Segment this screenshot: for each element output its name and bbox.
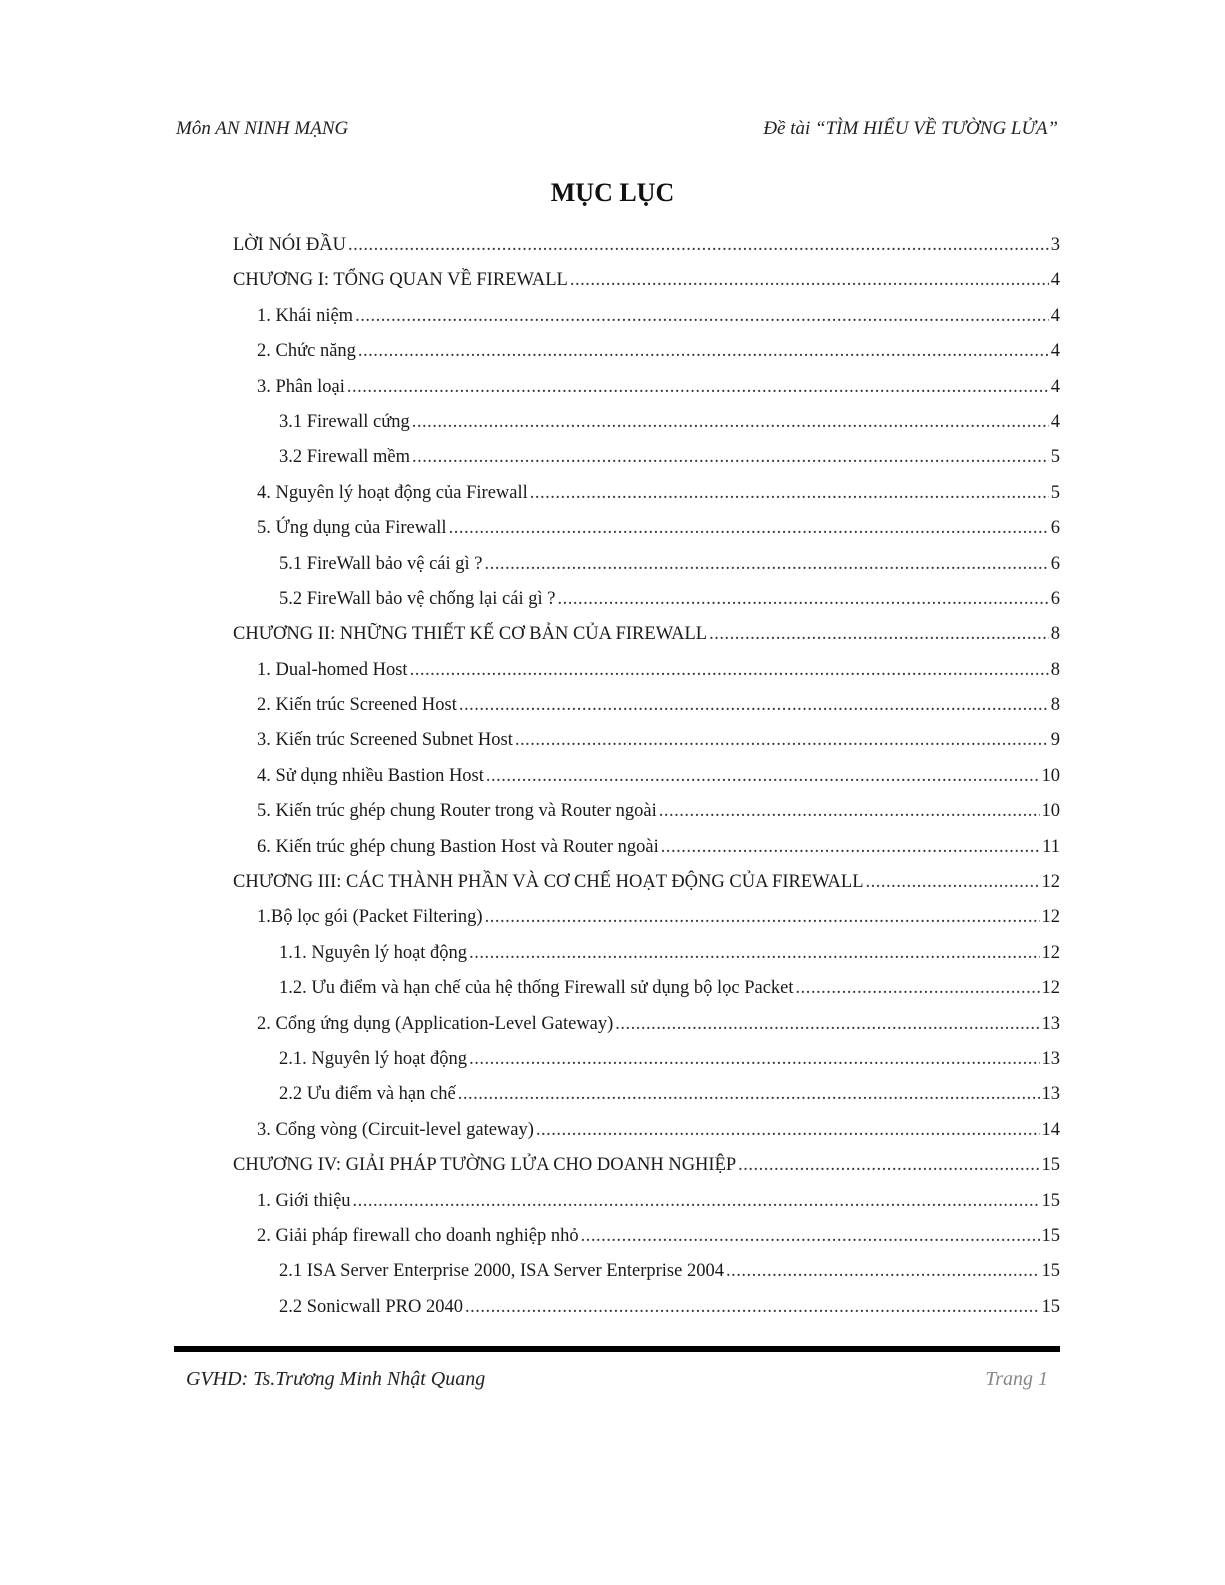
toc-entry-label: 3.1 Firewall cứng (279, 411, 410, 432)
toc-entry-page: 12 (1041, 907, 1060, 928)
toc-entry-label: 2. Chức năng (257, 341, 356, 362)
toc-leader-dots (358, 334, 1049, 369)
page-title: MỤC LỤC (550, 178, 675, 207)
toc-entry-page: 12 (1041, 942, 1060, 963)
toc-entry[interactable] (233, 759, 1060, 794)
toc-entry-page: 11 (1042, 836, 1060, 857)
toc-entry-label: 5. Ứng dụng của Firewall (257, 518, 447, 539)
toc-entry-page: 13 (1041, 1084, 1060, 1105)
toc-entry-label: CHƯƠNG II: NHỮNG THIẾT KẾ CƠ BẢN CỦA FIREWALL (233, 624, 708, 645)
toc-entry[interactable] (233, 1184, 1060, 1219)
toc-entry-page: 4 (1050, 270, 1060, 291)
toc-entry-page: 6 (1050, 553, 1060, 574)
toc-entry-page: 15 (1041, 1225, 1060, 1246)
toc-leader-dots (796, 971, 1040, 1006)
toc-entry-page: 15 (1041, 1296, 1060, 1317)
toc-entry-label: 3. Kiến trúc Screened Subnet Host (257, 730, 513, 751)
toc-entry[interactable] (233, 865, 1060, 900)
toc-entry[interactable] (233, 511, 1060, 546)
toc-entry-label: 1. Giới thiệu (257, 1190, 351, 1211)
toc-entry-label: LỜI NÓI ĐẦU (233, 235, 347, 255)
toc-leader-dots (661, 830, 1040, 865)
toc-entry-page: 4 (1050, 305, 1060, 326)
toc-entry-page: 8 (1050, 659, 1060, 680)
toc-entry-page: 12 (1041, 978, 1060, 999)
toc-leader-dots (412, 440, 1049, 475)
toc-entry-page: 15 (1041, 1261, 1060, 1282)
toc-entry-label: 3. Cổng vòng (Circuit-level gateway) (257, 1119, 534, 1140)
toc-entry[interactable] (233, 1113, 1060, 1148)
toc-entry-page: 8 (1050, 695, 1060, 716)
toc-entry-label: 5.2 FireWall bảo vệ chống lại cái gì ? (279, 588, 556, 609)
toc-entry-label: 1.1. Nguyên lý hoạt động (279, 942, 468, 963)
toc-entry[interactable] (233, 1148, 1060, 1183)
toc-entry-label: 2.2 Ưu điểm và hạn chế (279, 1084, 456, 1105)
toc-leader-dots (615, 1007, 1039, 1042)
toc-entry[interactable] (233, 370, 1060, 405)
toc-entry-page: 5 (1050, 482, 1060, 503)
toc-leader-dots (866, 865, 1040, 900)
toc-entry-label: 2.1 ISA Server Enterprise 2000, ISA Server Enterprise 2004 (279, 1261, 724, 1282)
footer-divider (174, 1346, 1060, 1352)
toc-leader-dots (709, 617, 1049, 652)
footer-instructor: GVHD: Ts.Trương Minh Nhật Quang (186, 1368, 486, 1390)
toc-leader-dots (355, 299, 1049, 334)
toc-entry-label: 1. Khái niệm (257, 305, 354, 326)
toc-entry[interactable] (233, 971, 1060, 1006)
toc-entry-label: 3.2 Firewall mềm (279, 447, 411, 468)
toc-entry[interactable] (233, 617, 1060, 652)
toc-entry-label: 4. Sử dụng nhiều Bastion Host (257, 765, 484, 786)
toc-entry[interactable] (233, 1290, 1060, 1325)
toc-entry[interactable] (233, 263, 1060, 298)
toc-entry-label: 2. Giải pháp firewall cho doanh nghiệp nhỏ (257, 1225, 579, 1246)
toc-entry-page: 6 (1050, 518, 1060, 539)
toc-entry-page: 9 (1050, 730, 1060, 751)
toc-entry-page: 15 (1041, 1155, 1060, 1176)
toc-entry-label: 1. Dual-homed Host (257, 659, 408, 680)
toc-entry-label: 2. Cổng ứng dụng (Application-Level Gateway) (257, 1013, 614, 1034)
toc-leader-dots (449, 511, 1049, 546)
toc-leader-dots (348, 228, 1049, 263)
toc-entry[interactable] (233, 688, 1060, 723)
toc-leader-dots (484, 547, 1048, 582)
toc-leader-dots (469, 1042, 1039, 1077)
toc-entry-page: 15 (1041, 1190, 1060, 1211)
toc-entry-label: 2.1. Nguyên lý hoạt động (279, 1048, 468, 1069)
toc-entry-page: 3 (1050, 235, 1060, 255)
toc-entry-page: 10 (1041, 801, 1060, 822)
toc-entry[interactable] (233, 1077, 1060, 1112)
toc-entry[interactable] (233, 830, 1060, 865)
toc-entry[interactable] (233, 476, 1060, 511)
toc-entry[interactable] (233, 334, 1060, 369)
toc-leader-dots (353, 1184, 1040, 1219)
toc-leader-dots (465, 1290, 1040, 1325)
toc-leader-dots (412, 405, 1049, 440)
toc-entry[interactable] (233, 299, 1060, 334)
toc-entry-label: CHƯƠNG IV: GIẢI PHÁP TƯỜNG LỬA CHO DOANH NGHIỆP (233, 1155, 737, 1176)
toc-leader-dots (536, 1113, 1040, 1148)
toc-leader-dots (557, 582, 1048, 617)
toc-entry[interactable] (233, 1219, 1060, 1254)
toc-entry-label: CHƯƠNG I: TỔNG QUAN VỀ FIREWALL (233, 270, 568, 291)
toc-entry-page: 14 (1041, 1119, 1060, 1140)
toc-entry[interactable] (233, 440, 1060, 475)
toc-entry-page: 13 (1041, 1013, 1060, 1034)
toc-entry[interactable] (233, 936, 1060, 971)
toc-leader-dots (530, 476, 1049, 511)
toc-entry[interactable] (233, 900, 1060, 935)
toc-leader-dots (458, 1077, 1040, 1112)
toc-leader-dots (469, 936, 1039, 971)
toc-leader-dots (459, 688, 1049, 723)
toc-leader-dots (726, 1254, 1040, 1289)
toc-entry[interactable] (233, 1254, 1060, 1289)
toc-entry[interactable] (233, 1042, 1060, 1077)
toc-entry[interactable] (233, 653, 1060, 688)
toc-leader-dots (410, 653, 1049, 688)
table-of-contents (233, 228, 1060, 1325)
toc-leader-dots (738, 1148, 1039, 1183)
toc-entry[interactable] (233, 405, 1060, 440)
toc-entry[interactable] (233, 723, 1060, 758)
toc-entry-page: 8 (1050, 624, 1060, 645)
toc-leader-dots (581, 1219, 1040, 1254)
toc-entry[interactable] (233, 794, 1060, 829)
toc-entry-label: 1.Bộ lọc gói (Packet Filtering) (257, 907, 483, 928)
toc-entry-label: 5. Kiến trúc ghép chung Router trong và Router ngoài (257, 801, 657, 822)
toc-leader-dots (515, 723, 1049, 758)
toc-entry[interactable] (233, 547, 1060, 582)
toc-entry-label: 3. Phân loại (257, 376, 345, 397)
toc-entry-page: 12 (1041, 872, 1060, 893)
toc-leader-dots (486, 759, 1040, 794)
toc-entry-page: 4 (1050, 411, 1060, 432)
toc-entry-page: 6 (1050, 588, 1060, 609)
toc-entry-page: 10 (1041, 765, 1060, 786)
toc-leader-dots (485, 900, 1040, 935)
header-topic: Đề tài “TÌM HIỂU VỀ TƯỜNG LỬA” (763, 118, 1058, 139)
toc-entry-page: 4 (1050, 376, 1060, 397)
toc-leader-dots (347, 370, 1049, 405)
toc-entry-label: 2. Kiến trúc Screened Host (257, 695, 457, 716)
toc-entry-label: 6. Kiến trúc ghép chung Bastion Host và Router ngoài (257, 836, 659, 857)
header-subject: Môn AN NINH MẠNG (176, 118, 349, 139)
toc-entry-label: 1.2. Ưu điểm và hạn chế của hệ thống Firewall sử dụng bộ lọc Packet (279, 978, 794, 999)
toc-entry-page: 13 (1041, 1048, 1060, 1069)
toc-entry-label: 4. Nguyên lý hoạt động của Firewall (257, 482, 528, 503)
toc-entry[interactable] (233, 582, 1060, 617)
toc-entry-label: CHƯƠNG III: CÁC THÀNH PHẦN VÀ CƠ CHẾ HOẠT ĐỘNG CỦA FIREWALL (233, 872, 864, 893)
toc-entry-label: 2.2 Sonicwall PRO 2040 (279, 1296, 463, 1317)
toc-entry-page: 4 (1050, 341, 1060, 362)
toc-entry-page: 5 (1050, 447, 1060, 468)
toc-entry[interactable] (233, 228, 1060, 263)
toc-leader-dots (570, 263, 1049, 298)
footer-page-number: Trang 1 (985, 1368, 1048, 1390)
toc-entry[interactable] (233, 1007, 1060, 1042)
toc-leader-dots (659, 794, 1040, 829)
toc-entry-label: 5.1 FireWall bảo vệ cái gì ? (279, 553, 483, 574)
